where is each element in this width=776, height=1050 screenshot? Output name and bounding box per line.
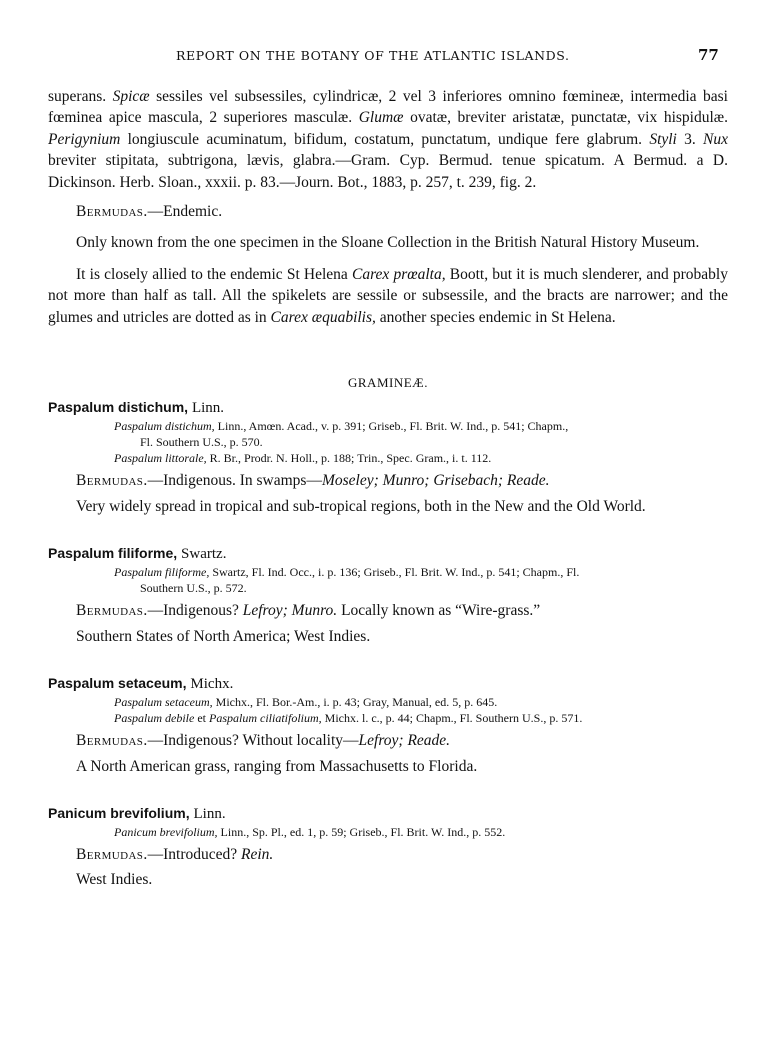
- intro-paragraph-description: superans. Spicæ sessiles vel subsessiles, cylindricæ, 2 vel 3 inferiores omnino fœmineæ, intermedia basi fœminea apice mascula, 2 superiores masculæ. Glumæ ovatæ, breviter aristatæ, punctatæ, vix hispidulæ. Perigynium longiuscule acuminatum, bifidum, costatum, punctatum, undique fere glabrum. Styli 3. Nux breviter stipitata, subtrigona, lævis, glabra.—Gram. Cyp. Bermud. tenue spicatum. A Bermud. a D. Dickinson. Herb. Sloan., xxxii. p. 83.—Journ. Bot., 1883, p. 257, t. 239, fig. 2.: [48, 88, 728, 191]
- species-status: Bermudas.—Introduced? Rein.: [76, 845, 274, 863]
- synonym-line: Paspalum littorale, R. Br., Prodr. N. Holl., p. 188; Trin., Spec. Gram., i. t. 112.: [114, 451, 492, 466]
- page-number: 77: [698, 46, 719, 64]
- synonym-line: Paspalum debile et Paspalum ciliatifolium, Michx. l. c., p. 44; Chapm., Fl. Southern U.S., p. 571.: [114, 711, 583, 726]
- species-distribution: A North American grass, ranging from Massachusetts to Florida.: [76, 757, 478, 775]
- species-entry: [48, 673, 728, 777]
- running-title: REPORT ON THE BOTANY OF THE ATLANTIC ISLANDS.: [176, 48, 570, 63]
- species-name: Paspalum distichum, Linn.: [48, 399, 225, 417]
- species-entry: [48, 543, 728, 647]
- page-header: [0, 46, 776, 68]
- species-status: Bermudas.—Indigenous. In swamps—Moseley; Munro; Grisebach; Reade.: [76, 472, 550, 490]
- species-name: Paspalum setaceum, Michx.: [48, 675, 234, 693]
- species-name: Panicum brevifolium, Linn.: [48, 804, 226, 822]
- section-title: GRAMINEÆ.: [348, 375, 428, 391]
- species-name: Paspalum filiforme, Swartz.: [48, 545, 227, 563]
- species-entry: [48, 803, 728, 891]
- intro-paragraph-affinity: It is closely allied to the endemic St Helena Carex prœalta, Boott, but it is much slenderer, and probably not more than half as tall. All the spikelets are sessile or subsessile, and the bracts are narrower; and the glumes and utricles are dotted as in Carex æquabilis, another species endemic in St Helena.: [48, 265, 728, 326]
- synonym-line: Paspalum setaceum, Michx., Fl. Bor.-Am., i. p. 43; Gray, Manual, ed. 5, p. 645.: [114, 695, 498, 710]
- intro-status: Bermudas.—Endemic.: [76, 203, 223, 221]
- species-status: Bermudas.—Indigenous? Without locality—Lefroy; Reade.: [76, 732, 451, 750]
- synonym-line: Paspalum filiforme, Swartz, Fl. Ind. Occ., i. p. 136; Griseb., Fl. Brit. W. Ind., p. 541; Chapm., Fl. Southern U.S., p. 572.: [114, 565, 580, 596]
- species-status: Bermudas.—Indigenous? Lefroy; Munro. Locally known as “Wire-grass.”: [76, 602, 541, 620]
- species-distribution: Southern States of North America; West Indies.: [76, 627, 371, 645]
- species-distribution: West Indies.: [76, 871, 153, 889]
- synonym-line: Panicum brevifolium, Linn., Sp. Pl., ed. 1, p. 59; Griseb., Fl. Brit. W. Ind., p. 552.: [114, 824, 506, 839]
- intro-paragraph-specimen: Only known from the one specimen in the Sloane Collection in the British Natural History Museum.: [76, 234, 700, 252]
- species-entry: [48, 397, 728, 517]
- species-distribution: Very widely spread in tropical and sub-tropical regions, both in the New and the Old World.: [76, 497, 646, 515]
- synonym-line: Paspalum distichum, Linn., Amœn. Acad., v. p. 391; Griseb., Fl. Brit. W. Ind., p. 541; Chapm., Fl. Southern U.S., p. 570.: [114, 419, 569, 450]
- page-body: [48, 86, 728, 891]
